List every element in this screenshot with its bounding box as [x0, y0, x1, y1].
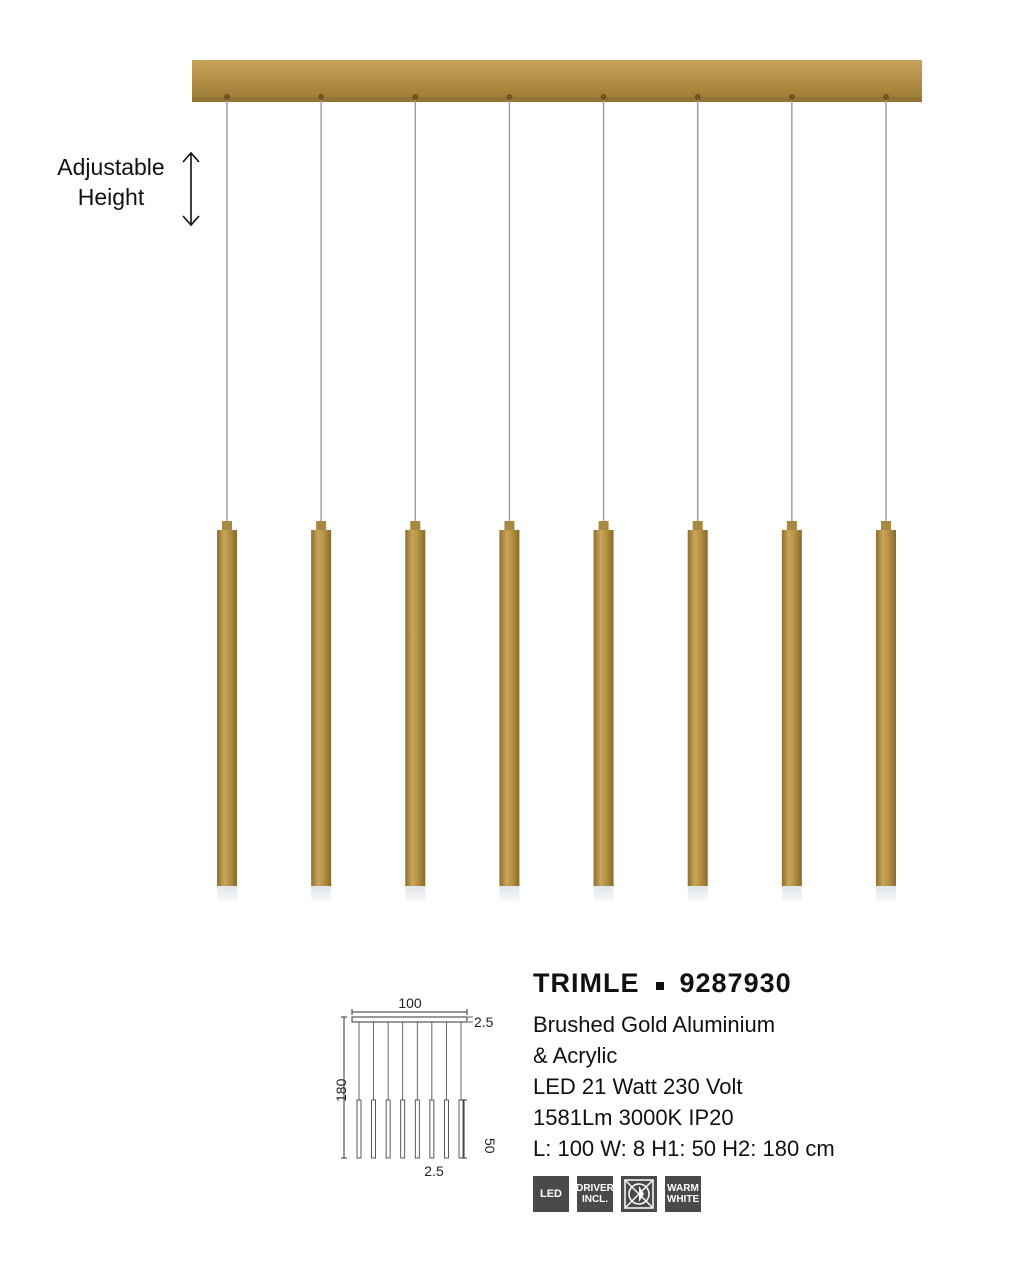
double-arrow-icon — [178, 150, 204, 228]
spec-light: 1581Lm 3000K IP20 — [533, 1105, 734, 1130]
pendant-7 — [782, 94, 802, 901]
dim-length-text: 100 — [398, 995, 422, 1011]
dim-tube-diameter-text: 2.5 — [424, 1163, 444, 1179]
dim-tube — [444, 1100, 448, 1158]
pendant-group — [217, 94, 896, 901]
warm-white-badge: WARM WHITE — [665, 1176, 701, 1212]
acrylic-diffuser — [405, 886, 425, 901]
pendant-tube — [688, 530, 708, 886]
title-separator — [656, 982, 664, 990]
ceiling-bar — [192, 60, 922, 102]
height-label-line2: Height — [77, 184, 145, 210]
pendant-tube — [876, 530, 896, 886]
dim-tube — [357, 1100, 361, 1158]
dim-tube — [430, 1100, 434, 1158]
cable-mount — [224, 94, 230, 100]
tube-cap — [599, 521, 609, 531]
not-dimmable-icon — [621, 1176, 657, 1212]
pendant-6 — [688, 94, 708, 901]
tube-cap — [316, 521, 326, 531]
cable-mount — [789, 94, 795, 100]
pendant-tube — [594, 530, 614, 886]
acrylic-diffuser — [876, 886, 896, 901]
feature-badges — [533, 1176, 1003, 1212]
pendant-tube — [311, 530, 331, 886]
pendant-tube — [782, 530, 802, 886]
product-code: 9287930 — [679, 968, 792, 998]
pendant-tube — [217, 530, 237, 886]
spec-material-2: & Acrylic — [533, 1043, 618, 1068]
tube-cap — [693, 521, 703, 531]
spec-block — [533, 968, 1003, 1212]
tube-cap — [787, 521, 797, 531]
pendant-tube — [499, 530, 519, 886]
product-title — [533, 968, 1003, 999]
pendant-3 — [405, 94, 425, 901]
acrylic-diffuser — [782, 886, 802, 901]
dim-tube — [401, 1100, 405, 1158]
dim-height-total-text: 180 — [333, 1078, 349, 1102]
cable-mount — [318, 94, 324, 100]
acrylic-diffuser — [217, 886, 237, 901]
pendant-4 — [499, 94, 519, 901]
cable-mount — [412, 94, 418, 100]
pendant-2 — [311, 94, 331, 901]
product-name: TRIMLE — [533, 968, 640, 998]
pendant-8 — [876, 94, 896, 901]
dimension-drawing — [330, 990, 510, 1190]
tube-cap — [881, 521, 891, 531]
adjustable-height-label — [30, 152, 192, 212]
acrylic-diffuser — [499, 886, 519, 901]
dim-tube — [415, 1100, 419, 1158]
pendant-1 — [217, 94, 237, 901]
dim-tube — [372, 1100, 376, 1158]
acrylic-diffuser — [594, 886, 614, 901]
cable-mount — [506, 94, 512, 100]
tube-cap — [410, 521, 420, 531]
driver-included-badge: DRIVER INCL. — [577, 1176, 613, 1212]
dim-canopy-text: 2.5 — [474, 1014, 494, 1030]
pendant-tube — [405, 530, 425, 886]
spec-dimensions: L: 100 W: 8 H1: 50 H2: 180 cm — [533, 1136, 835, 1161]
height-label-line1: Adjustable — [57, 154, 165, 180]
spec-power: LED 21 Watt 230 Volt — [533, 1074, 743, 1099]
tube-cap — [222, 521, 232, 531]
acrylic-diffuser — [688, 886, 708, 901]
led-badge: LED — [533, 1176, 569, 1212]
cable-mount — [695, 94, 701, 100]
cable-mount — [601, 94, 607, 100]
dim-tube — [386, 1100, 390, 1158]
dim-pendants — [357, 1022, 463, 1158]
dim-bar — [352, 1017, 467, 1022]
pendant-5 — [594, 94, 614, 901]
spec-material: Brushed Gold Aluminium — [533, 1012, 776, 1037]
cable-mount — [883, 94, 889, 100]
tube-cap — [504, 521, 514, 531]
dim-height-tube-text: 50 — [482, 1138, 498, 1154]
acrylic-diffuser — [311, 886, 331, 901]
dim-tube — [459, 1100, 463, 1158]
ceiling-bar-edge — [192, 97, 922, 102]
